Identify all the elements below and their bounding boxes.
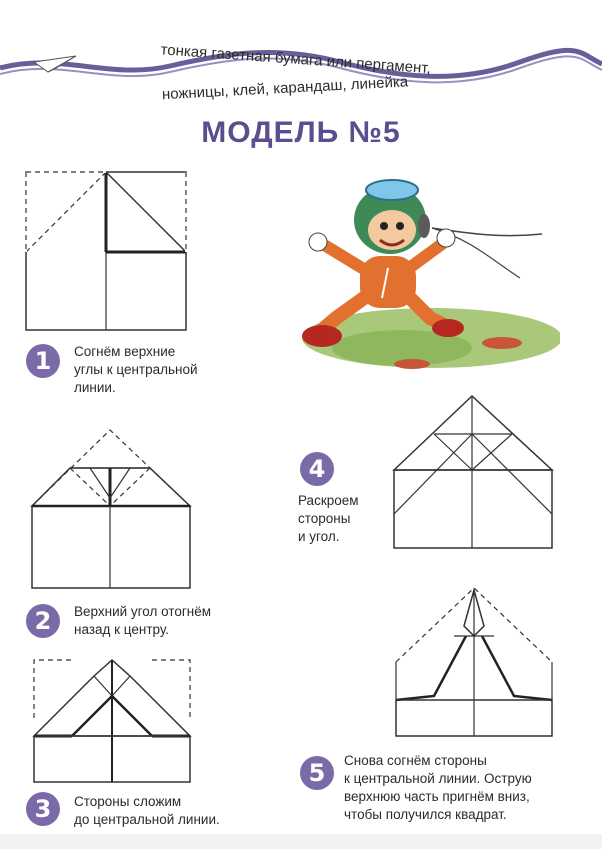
step-1-number: 1: [26, 344, 60, 378]
page-title: МОДЕЛЬ №5: [201, 116, 401, 149]
bottom-strip: [0, 834, 602, 849]
step-5-number: 5: [300, 756, 334, 790]
materials-text-line1: тонкая газетная бумага или пергамент,: [160, 41, 432, 78]
diagram-step-3: [32, 658, 192, 784]
step-1-text: Согнём верхние углы к центральной линии.: [74, 344, 198, 395]
step-2-text: Верхний угол отогнём назад к центру.: [74, 604, 212, 637]
step-3-number: 3: [26, 792, 60, 826]
step-2-number: 2: [26, 604, 60, 638]
step-5-text: Снова согнём стороны к центральной линии. Острую верхнюю часть пригнём вниз, чтобы получился квадрат.: [344, 753, 532, 822]
diagram-step-2: [30, 428, 192, 590]
pilot-character-illustration: [292, 168, 560, 380]
diagram-step-5: [394, 586, 554, 738]
diagram-step-1: [24, 170, 188, 332]
step-3-text: Стороны сложим до центральной линии.: [74, 794, 220, 827]
diagram-step-4: [392, 394, 554, 550]
step-4-text: Раскроем стороны и угол.: [298, 493, 359, 544]
materials-text-line2: ножницы, клей, карандаш, линейка: [161, 73, 409, 104]
step-4-number: 4: [300, 452, 334, 486]
header-banner: [0, 40, 602, 120]
